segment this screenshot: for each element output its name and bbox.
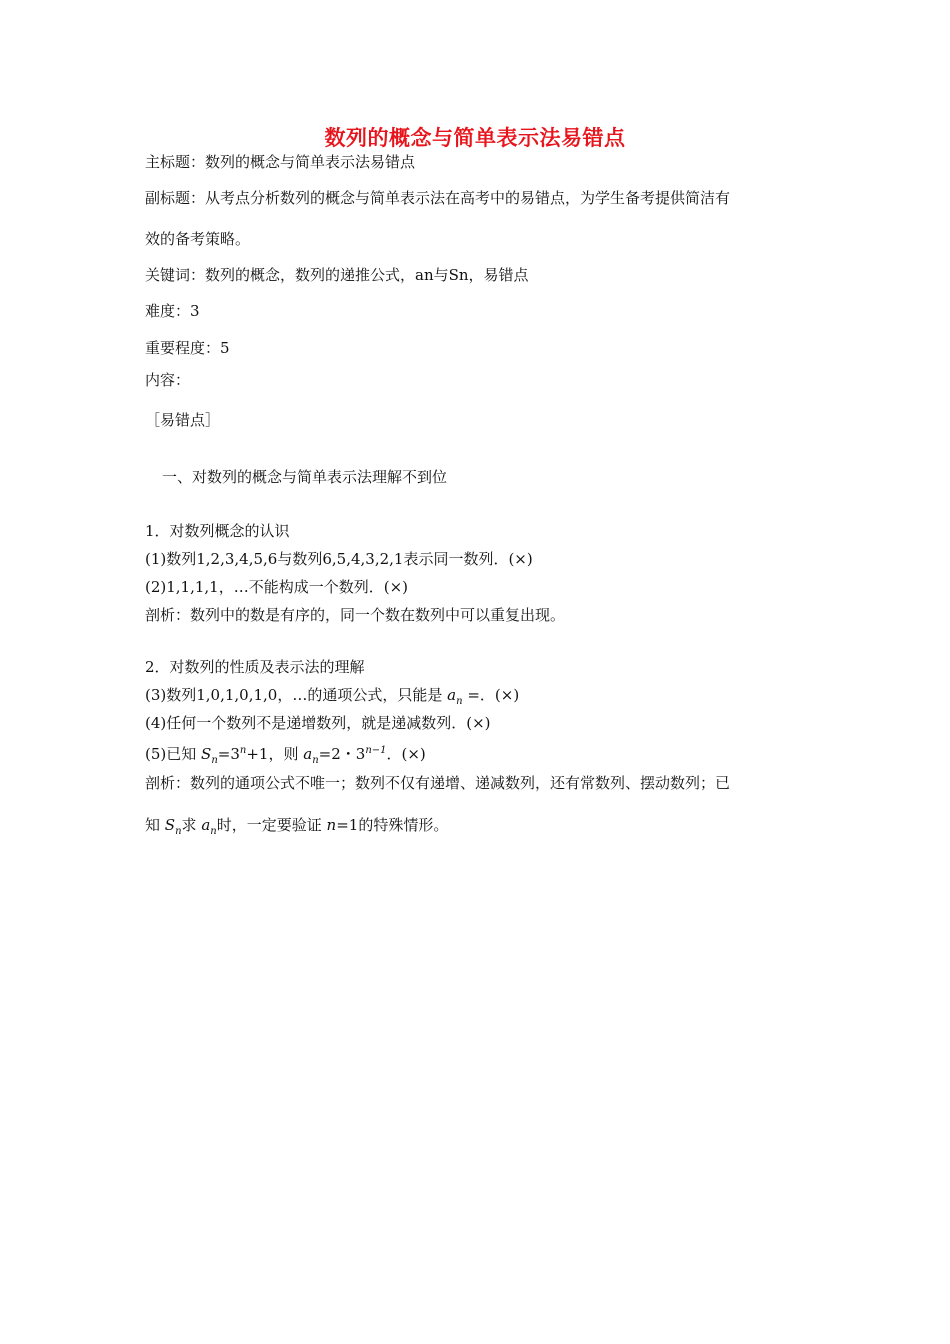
item5-eq2: =2・3 xyxy=(318,745,366,763)
difficulty-line: 难度：3 xyxy=(145,302,200,320)
part2-heading: 2．对数列的性质及表示法的理解 xyxy=(145,658,365,676)
item3-post: =．(×) xyxy=(467,686,520,704)
part1-item-2: (2)1,1,1,1，…不能构成一个数列．(×) xyxy=(145,578,408,596)
part2-analysis-line-2 xyxy=(145,815,448,842)
item5-post: ．(×) xyxy=(386,745,426,763)
formula-a3-subscript: n xyxy=(210,826,217,837)
item5-mid: +1，则 xyxy=(246,745,299,763)
part2-analysis-line-1: 剖析：数列的通项公式不唯一；数列不仅有递增、递减数列，还有常数列、摆动数列；已 xyxy=(145,774,731,792)
item3-text: (3)数列1,0,1,0,1,0，…的通项公式，只能是 xyxy=(145,686,443,704)
part1-heading: 1．对数列概念的认识 xyxy=(145,522,290,540)
importance-line: 重要程度：5 xyxy=(145,339,230,357)
formula-n: n xyxy=(326,816,337,834)
formula-exp-2: n−1 xyxy=(365,745,387,756)
main-title-line: 主标题：数列的概念与简单表示法易错点 xyxy=(145,153,416,171)
analysis2-c: 时，一定要验证 xyxy=(216,816,322,834)
subtitle-line-1: 副标题：从考点分析数列的概念与简单表示法在高考中的易错点，为学生备考提供简洁有 xyxy=(145,189,731,207)
item5-pre: (5)已知 xyxy=(145,745,197,763)
part2-item-5 xyxy=(145,741,426,771)
part1-analysis: 剖析：数列中的数是有序的，同一个数在数列中可以重复出现。 xyxy=(145,606,566,624)
part2-item-3 xyxy=(145,685,519,712)
keywords-line: 关键词：数列的概念，数列的递推公式，an与Sn，易错点 xyxy=(145,266,529,284)
formula-a-subscript: n xyxy=(312,755,319,766)
formula-S-subscript: n xyxy=(211,755,218,766)
formula-exp-1: n xyxy=(239,745,247,756)
formula-a: a xyxy=(447,686,457,704)
item5-eq1: =3 xyxy=(217,745,240,763)
section-heading: 一、对数列的概念与简单表示法理解不到位 xyxy=(162,468,448,486)
formula-S-2: S xyxy=(164,816,176,834)
subtitle-line-2: 效的备考策略。 xyxy=(145,230,251,248)
section-tag: ［易错点］ xyxy=(145,411,221,429)
part1-item-1: (1)数列1,2,3,4,5,6与数列6,5,4,3,2,1表示同一数列．(×) xyxy=(145,550,533,568)
formula-S: S xyxy=(201,745,212,763)
content-label: 内容： xyxy=(145,371,191,389)
formula-S2-subscript: n xyxy=(175,826,182,837)
formula-a-3: a xyxy=(201,816,211,834)
page-title: 数列的概念与简单表示法易错点 xyxy=(324,126,626,150)
formula-subscript: n xyxy=(456,696,463,707)
analysis2-b: 求 xyxy=(181,816,197,834)
analysis2-a: 知 xyxy=(145,816,161,834)
analysis2-d: =1的特殊情形。 xyxy=(336,816,449,834)
formula-a-2: a xyxy=(303,745,313,763)
part2-item-4: (4)任何一个数列不是递增数列，就是递减数列．(×) xyxy=(145,714,491,732)
